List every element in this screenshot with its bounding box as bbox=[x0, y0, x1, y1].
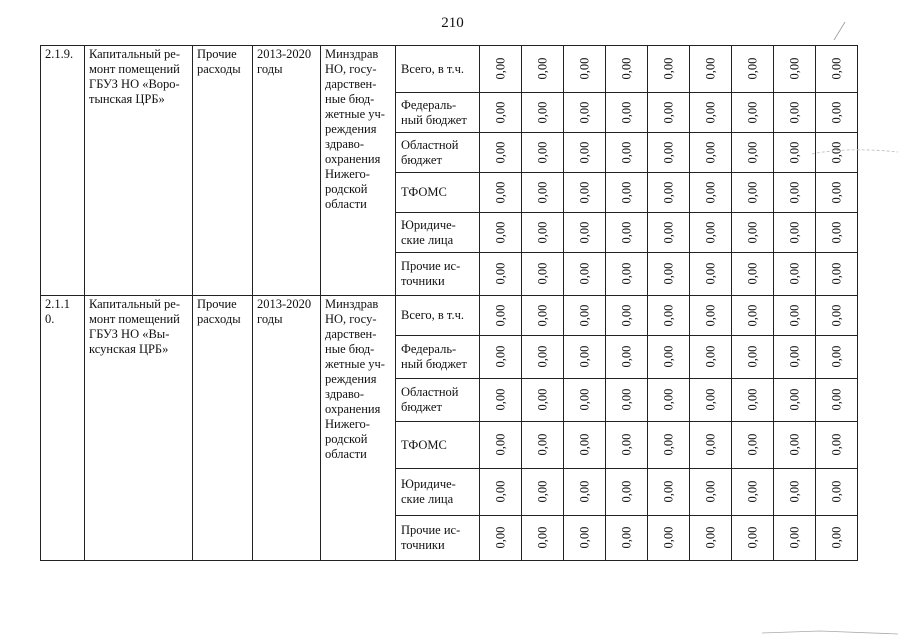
amount-cell bbox=[480, 133, 522, 173]
amount-value: 0,00 bbox=[745, 101, 759, 123]
amount-cell bbox=[648, 93, 690, 133]
amount-value: 0,00 bbox=[703, 345, 717, 368]
amount-cell bbox=[732, 516, 774, 561]
amount-value: 0,00 bbox=[577, 101, 591, 123]
amount-cell bbox=[690, 93, 732, 133]
funding-source-label: Федераль- ный бюджет bbox=[401, 97, 467, 127]
amount-cell bbox=[774, 253, 816, 296]
amount-cell bbox=[648, 46, 690, 93]
funding-source-cell bbox=[396, 133, 480, 173]
item-name-text: Капитальный ре- монт помещений ГБУЗ НО «Вы- ксунская ЦРБ» bbox=[89, 297, 181, 356]
amount-value: 0,00 bbox=[577, 526, 591, 549]
amount-value: 0,00 bbox=[661, 101, 675, 123]
amount-cell bbox=[732, 253, 774, 296]
amount-cell bbox=[816, 93, 858, 133]
amount-value: 0,00 bbox=[787, 181, 801, 203]
amount-value: 0,00 bbox=[703, 433, 717, 456]
amount-value: 0,00 bbox=[787, 262, 801, 285]
expense-type-text: Прочие расходы bbox=[197, 47, 241, 76]
amount-cell bbox=[564, 213, 606, 253]
amount-cell bbox=[564, 253, 606, 296]
amount-cell bbox=[522, 296, 564, 336]
amount-cell bbox=[522, 93, 564, 133]
funding-source-label: Областной бюджет bbox=[401, 385, 459, 414]
amount-value: 0,00 bbox=[787, 141, 801, 163]
amount-cell bbox=[606, 253, 648, 296]
amount-value: 0,00 bbox=[619, 181, 633, 203]
amount-value: 0,00 bbox=[493, 181, 507, 203]
amount-cell bbox=[606, 213, 648, 253]
amount-cell bbox=[774, 296, 816, 336]
amount-value: 0,00 bbox=[745, 433, 759, 456]
amount-value: 0,00 bbox=[745, 221, 759, 243]
amount-value: 0,00 bbox=[787, 101, 801, 123]
funding-source-label: Юридиче- ские лица bbox=[401, 217, 456, 247]
amount-cell bbox=[564, 422, 606, 469]
amount-cell bbox=[732, 213, 774, 253]
amount-value: 0,00 bbox=[535, 181, 549, 203]
amount-cell bbox=[606, 173, 648, 213]
amount-value: 0,00 bbox=[619, 433, 633, 456]
amount-cell bbox=[690, 469, 732, 516]
amount-value: 0,00 bbox=[829, 388, 843, 411]
amount-value: 0,00 bbox=[619, 57, 633, 80]
amount-value: 0,00 bbox=[619, 345, 633, 368]
amount-cell bbox=[648, 469, 690, 516]
amount-value: 0,00 bbox=[661, 221, 675, 243]
amount-value: 0,00 bbox=[535, 262, 549, 285]
expense-type-text: Прочие расходы bbox=[197, 297, 241, 326]
amount-value: 0,00 bbox=[745, 304, 759, 326]
funding-source-label: Прочие ис- точники bbox=[401, 523, 461, 552]
amount-value: 0,00 bbox=[745, 526, 759, 549]
amount-cell bbox=[564, 93, 606, 133]
amount-cell bbox=[480, 422, 522, 469]
amount-value: 0,00 bbox=[829, 433, 843, 456]
amount-value: 0,00 bbox=[619, 101, 633, 123]
amount-value: 0,00 bbox=[619, 480, 633, 503]
amount-cell bbox=[690, 516, 732, 561]
amount-value: 0,00 bbox=[535, 345, 549, 368]
amount-value: 0,00 bbox=[619, 388, 633, 411]
funding-source-cell bbox=[396, 379, 480, 422]
amount-cell bbox=[732, 469, 774, 516]
amount-cell bbox=[648, 133, 690, 173]
amount-value: 0,00 bbox=[577, 221, 591, 243]
funding-source-cell bbox=[396, 516, 480, 561]
executor-text: Минздрав НО, госу- дарствен- ные бюд- жетные уч- реждения здраво- охранения Нижего- родской области bbox=[325, 47, 385, 211]
amount-cell bbox=[606, 379, 648, 422]
amount-value: 0,00 bbox=[577, 181, 591, 203]
scan-artifact bbox=[830, 20, 850, 42]
amount-cell bbox=[480, 253, 522, 296]
amount-cell bbox=[774, 46, 816, 93]
amount-value: 0,00 bbox=[535, 388, 549, 411]
funding-source-label: ТФОМС bbox=[401, 185, 447, 199]
amount-cell bbox=[732, 46, 774, 93]
table-row bbox=[41, 46, 858, 93]
amount-cell bbox=[564, 379, 606, 422]
amount-value: 0,00 bbox=[787, 480, 801, 503]
amount-value: 0,00 bbox=[493, 262, 507, 285]
item-name-cell bbox=[85, 296, 193, 561]
amount-cell bbox=[480, 213, 522, 253]
amount-value: 0,00 bbox=[661, 526, 675, 549]
amount-value: 0,00 bbox=[745, 388, 759, 411]
amount-cell bbox=[564, 469, 606, 516]
amount-cell bbox=[816, 213, 858, 253]
amount-cell bbox=[732, 422, 774, 469]
amount-value: 0,00 bbox=[829, 262, 843, 285]
amount-cell bbox=[564, 336, 606, 379]
amount-cell bbox=[522, 253, 564, 296]
table-body bbox=[41, 46, 858, 561]
amount-value: 0,00 bbox=[787, 345, 801, 368]
item-name-cell bbox=[85, 46, 193, 296]
amount-cell bbox=[690, 173, 732, 213]
expense-type-cell bbox=[193, 296, 253, 561]
executor-text: Минздрав НО, госу- дарствен- ные бюд- жетные уч- реждения здраво- охранения Нижего- родской области bbox=[325, 297, 385, 461]
amount-value: 0,00 bbox=[493, 345, 507, 368]
amount-cell bbox=[606, 296, 648, 336]
amount-cell bbox=[480, 469, 522, 516]
amount-value: 0,00 bbox=[703, 57, 717, 80]
amount-value: 0,00 bbox=[493, 433, 507, 456]
amount-value: 0,00 bbox=[661, 141, 675, 163]
amount-cell bbox=[732, 296, 774, 336]
amount-value: 0,00 bbox=[745, 57, 759, 80]
executor-cell bbox=[321, 46, 396, 296]
amount-value: 0,00 bbox=[661, 480, 675, 503]
funding-source-label: Федераль- ный бюджет bbox=[401, 342, 467, 371]
amount-cell bbox=[522, 379, 564, 422]
amount-value: 0,00 bbox=[535, 57, 549, 80]
amount-cell bbox=[522, 213, 564, 253]
amount-cell bbox=[774, 336, 816, 379]
amount-value: 0,00 bbox=[493, 480, 507, 503]
amount-cell bbox=[564, 173, 606, 213]
amount-cell bbox=[816, 422, 858, 469]
amount-cell bbox=[648, 379, 690, 422]
amount-value: 0,00 bbox=[577, 57, 591, 80]
amount-value: 0,00 bbox=[577, 345, 591, 368]
amount-cell bbox=[774, 379, 816, 422]
amount-value: 0,00 bbox=[577, 304, 591, 326]
amount-cell bbox=[690, 133, 732, 173]
amount-value: 0,00 bbox=[703, 221, 717, 243]
amount-cell bbox=[816, 46, 858, 93]
funding-source-cell bbox=[396, 336, 480, 379]
funding-source-cell bbox=[396, 213, 480, 253]
amount-cell bbox=[648, 253, 690, 296]
amount-value: 0,00 bbox=[829, 304, 843, 326]
amount-cell bbox=[522, 46, 564, 93]
amount-cell bbox=[690, 213, 732, 253]
amount-cell bbox=[522, 173, 564, 213]
amount-cell bbox=[522, 133, 564, 173]
amount-cell bbox=[732, 379, 774, 422]
amount-cell bbox=[522, 336, 564, 379]
amount-value: 0,00 bbox=[787, 388, 801, 411]
amount-cell bbox=[564, 133, 606, 173]
funding-source-cell bbox=[396, 469, 480, 516]
amount-cell bbox=[732, 336, 774, 379]
amount-cell bbox=[690, 296, 732, 336]
amount-cell bbox=[480, 46, 522, 93]
amount-value: 0,00 bbox=[493, 57, 507, 80]
funding-source-cell bbox=[396, 253, 480, 296]
amount-cell bbox=[648, 213, 690, 253]
table-row bbox=[41, 296, 858, 336]
amount-cell bbox=[606, 469, 648, 516]
amount-value: 0,00 bbox=[829, 345, 843, 368]
amount-value: 0,00 bbox=[493, 141, 507, 163]
amount-cell bbox=[522, 422, 564, 469]
amount-cell bbox=[690, 422, 732, 469]
amount-cell bbox=[816, 253, 858, 296]
amount-value: 0,00 bbox=[493, 388, 507, 411]
amount-cell bbox=[648, 296, 690, 336]
item-code-text: 2.1.1 0. bbox=[45, 297, 70, 326]
amount-cell bbox=[732, 133, 774, 173]
amount-value: 0,00 bbox=[703, 526, 717, 549]
amount-cell bbox=[648, 516, 690, 561]
amount-value: 0,00 bbox=[535, 304, 549, 326]
item-code-cell bbox=[41, 296, 85, 561]
amount-cell bbox=[690, 46, 732, 93]
funding-source-label: Юридиче- ские лица bbox=[401, 477, 456, 506]
amount-value: 0,00 bbox=[661, 262, 675, 285]
amount-cell bbox=[606, 93, 648, 133]
amount-value: 0,00 bbox=[577, 480, 591, 503]
amount-cell bbox=[480, 379, 522, 422]
amount-value: 0,00 bbox=[535, 480, 549, 503]
amount-cell bbox=[606, 422, 648, 469]
amount-cell bbox=[480, 516, 522, 561]
amount-value: 0,00 bbox=[703, 101, 717, 123]
amount-value: 0,00 bbox=[703, 388, 717, 411]
amount-cell bbox=[648, 336, 690, 379]
amount-cell bbox=[606, 336, 648, 379]
funding-source-cell bbox=[396, 422, 480, 469]
amount-cell bbox=[564, 296, 606, 336]
amount-value: 0,00 bbox=[829, 101, 843, 123]
item-code-text: 2.1.9. bbox=[45, 47, 74, 61]
amount-cell bbox=[774, 213, 816, 253]
period-text: 2013-2020 годы bbox=[257, 297, 312, 326]
amount-value: 0,00 bbox=[661, 345, 675, 368]
executor-cell bbox=[321, 296, 396, 561]
amount-value: 0,00 bbox=[745, 181, 759, 203]
amount-cell bbox=[774, 93, 816, 133]
amount-value: 0,00 bbox=[829, 181, 843, 203]
amount-cell bbox=[816, 516, 858, 561]
amount-value: 0,00 bbox=[829, 480, 843, 503]
amount-value: 0,00 bbox=[703, 304, 717, 326]
amount-value: 0,00 bbox=[703, 480, 717, 503]
amount-value: 0,00 bbox=[787, 304, 801, 326]
amount-value: 0,00 bbox=[619, 141, 633, 163]
amount-value: 0,00 bbox=[577, 141, 591, 163]
amount-value: 0,00 bbox=[661, 304, 675, 326]
amount-cell bbox=[690, 379, 732, 422]
period-text: 2013-2020 годы bbox=[257, 47, 312, 76]
amount-value: 0,00 bbox=[493, 526, 507, 549]
amount-cell bbox=[732, 93, 774, 133]
amount-value: 0,00 bbox=[829, 141, 843, 163]
amount-value: 0,00 bbox=[787, 57, 801, 80]
amount-cell bbox=[480, 93, 522, 133]
amount-cell bbox=[774, 173, 816, 213]
scan-artifact bbox=[760, 625, 900, 637]
funding-source-cell bbox=[396, 46, 480, 93]
amount-cell bbox=[522, 469, 564, 516]
amount-value: 0,00 bbox=[535, 141, 549, 163]
amount-value: 0,00 bbox=[661, 181, 675, 203]
amount-cell bbox=[690, 253, 732, 296]
amount-value: 0,00 bbox=[829, 221, 843, 243]
amount-cell bbox=[522, 516, 564, 561]
amount-value: 0,00 bbox=[787, 221, 801, 243]
amount-value: 0,00 bbox=[745, 345, 759, 368]
funding-source-label: Всего, в т.ч. bbox=[401, 308, 464, 322]
expense-type-cell bbox=[193, 46, 253, 296]
page-number: 210 bbox=[441, 15, 464, 31]
amount-cell bbox=[606, 46, 648, 93]
amount-value: 0,00 bbox=[661, 57, 675, 80]
amount-value: 0,00 bbox=[535, 221, 549, 243]
amount-value: 0,00 bbox=[619, 304, 633, 326]
amount-value: 0,00 bbox=[493, 304, 507, 326]
amount-value: 0,00 bbox=[619, 221, 633, 243]
amount-value: 0,00 bbox=[703, 262, 717, 285]
budget-table bbox=[40, 45, 858, 561]
amount-value: 0,00 bbox=[535, 433, 549, 456]
amount-value: 0,00 bbox=[577, 433, 591, 456]
amount-value: 0,00 bbox=[535, 526, 549, 549]
funding-source-label: Всего, в т.ч. bbox=[401, 61, 464, 76]
amount-cell bbox=[648, 173, 690, 213]
amount-cell bbox=[480, 336, 522, 379]
amount-cell bbox=[774, 422, 816, 469]
funding-source-cell bbox=[396, 173, 480, 213]
amount-value: 0,00 bbox=[493, 221, 507, 243]
amount-cell bbox=[816, 469, 858, 516]
amount-cell bbox=[690, 336, 732, 379]
period-cell bbox=[253, 46, 321, 296]
scan-artifact bbox=[810, 140, 900, 170]
funding-source-label: Областной бюджет bbox=[401, 137, 459, 167]
amount-cell bbox=[774, 469, 816, 516]
amount-value: 0,00 bbox=[493, 101, 507, 123]
amount-cell bbox=[816, 336, 858, 379]
amount-value: 0,00 bbox=[829, 57, 843, 80]
amount-cell bbox=[480, 296, 522, 336]
amount-value: 0,00 bbox=[577, 388, 591, 411]
amount-value: 0,00 bbox=[619, 262, 633, 285]
amount-value: 0,00 bbox=[619, 526, 633, 549]
amount-cell bbox=[732, 173, 774, 213]
amount-value: 0,00 bbox=[661, 433, 675, 456]
amount-cell bbox=[816, 296, 858, 336]
item-code-cell bbox=[41, 46, 85, 296]
amount-value: 0,00 bbox=[745, 262, 759, 285]
amount-cell bbox=[774, 516, 816, 561]
amount-value: 0,00 bbox=[577, 262, 591, 285]
amount-value: 0,00 bbox=[703, 181, 717, 203]
amount-cell bbox=[564, 46, 606, 93]
amount-value: 0,00 bbox=[787, 526, 801, 549]
amount-value: 0,00 bbox=[745, 141, 759, 163]
amount-value: 0,00 bbox=[535, 101, 549, 123]
amount-cell bbox=[816, 173, 858, 213]
amount-value: 0,00 bbox=[661, 388, 675, 411]
amount-cell bbox=[648, 422, 690, 469]
period-cell bbox=[253, 296, 321, 561]
amount-value: 0,00 bbox=[787, 433, 801, 456]
amount-value: 0,00 bbox=[703, 141, 717, 163]
funding-source-cell bbox=[396, 93, 480, 133]
amount-value: 0,00 bbox=[829, 526, 843, 549]
item-name-text: Капитальный ре- монт помещений ГБУЗ НО «Воро- тынская ЦРБ» bbox=[89, 47, 181, 106]
funding-source-label: Прочие ис- точники bbox=[401, 259, 461, 288]
amount-cell bbox=[606, 133, 648, 173]
amount-cell bbox=[816, 379, 858, 422]
amount-cell bbox=[606, 516, 648, 561]
funding-source-cell bbox=[396, 296, 480, 336]
amount-cell bbox=[564, 516, 606, 561]
amount-value: 0,00 bbox=[745, 480, 759, 503]
amount-cell bbox=[480, 173, 522, 213]
funding-source-label: ТФОМС bbox=[401, 437, 447, 452]
